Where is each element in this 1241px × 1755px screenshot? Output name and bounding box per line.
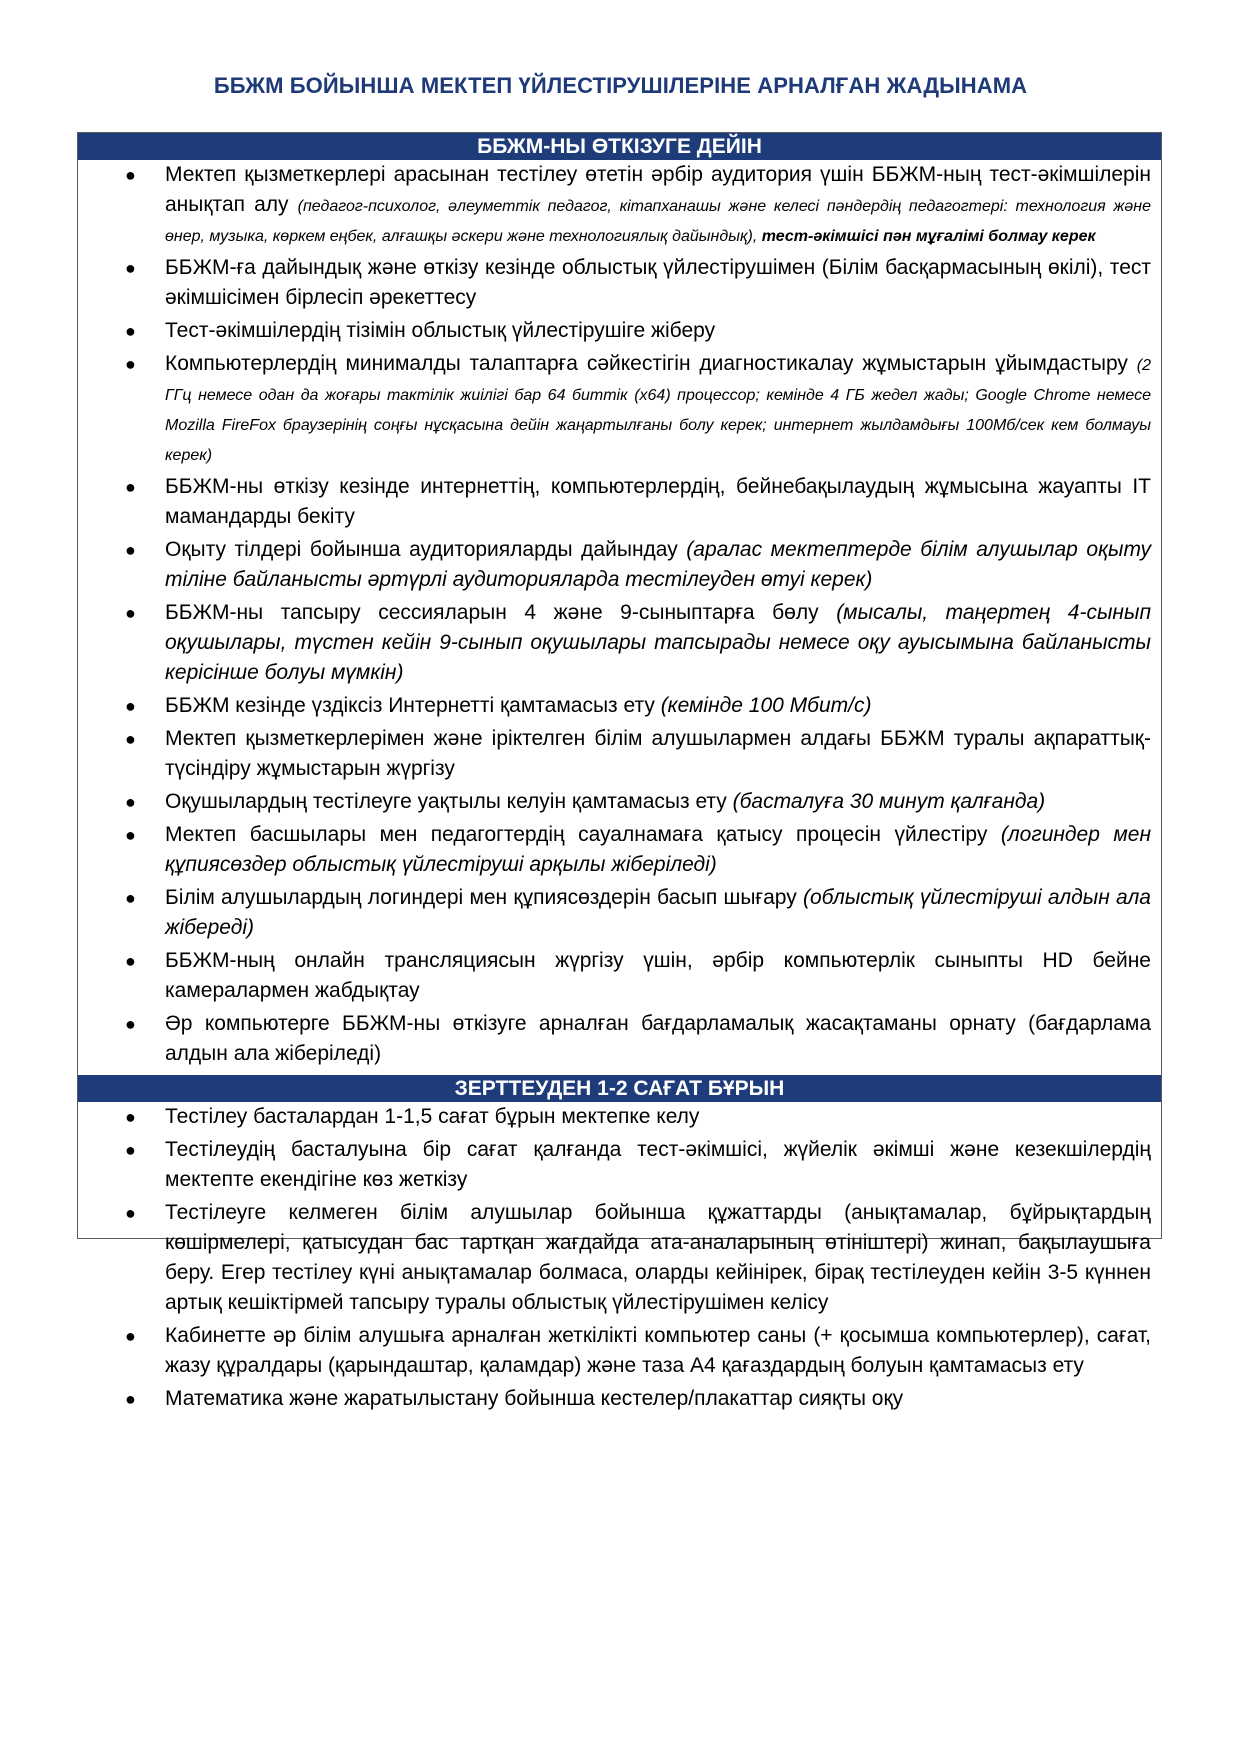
section-before-list <box>78 160 1161 1069</box>
list-item: ● ББЖМ-ны тапсыру сессияларын 4 және 9-сыныптарға бөлу (мысалы, таңертең 4-сынып оқушылары, түстен кейін 9-сынып оқушылары тапсырады немесе оқу ауысымына байланысты керісінше болуы мүмкін) <box>78 598 1161 688</box>
list-item: ● Тестілеудің басталуына бір сағат қалғанда тест-әкімшісі, жүйелік әкімші және кезекшілердің мектепте екендігіне көз жеткізу <box>78 1135 1161 1195</box>
list-item: ● ББЖМ кезінде үздіксіз Интернетті қамтамасыз ету (кемінде 100 Мбит/с) <box>78 691 1161 721</box>
list-item: ● Мектеп қызметкерлері арасынан тестілеу өтетін әрбір аудитория үшін ББЖМ-ның тест-әкімшілерін анықтап алу (педагог-психолог, әлеуметтік педагог, кітапханашы және келесі пәндердің педагогтері: технология және өнер, музыка, көркем еңбек, алғашқы әскери және технологиялық дайындық), тест-әкімшісі пән мұғалімі болмау керек <box>78 160 1161 250</box>
section-header-before: ББЖМ-НЫ ӨТКІЗУГЕ ДЕЙІН <box>78 133 1161 160</box>
list-item: ● ББЖМ-ға дайындық және өткізу кезінде облыстық үйлестірушімен (Білім басқармасының өкілі), тест әкімшісімен бірлесіп әрекеттесу <box>78 253 1161 313</box>
bullet-icon: ● <box>125 825 136 845</box>
bullet-icon: ● <box>125 1389 136 1409</box>
list-item: ● Кабинетте әр білім алушыға арналған жеткілікті компьютер саны (+ қосымша компьютерлер), сағат, жазу құралдары (қарындаштар, қаламдар) және таза А4 қағаздардың болуын қамтамасыз ету <box>78 1321 1161 1381</box>
bullet-icon: ● <box>125 792 136 812</box>
section-header-before-hours: ЗЕРТТЕУДЕН 1-2 САҒАТ БҰРЫН <box>78 1075 1161 1102</box>
bullet-icon: ● <box>125 1203 136 1223</box>
list-item: ● ББЖМ-ны өткізу кезінде интернеттің, компьютерлердің, бейнебақылаудың жұмысына жауапты IT мамандарды бекіту <box>78 472 1161 532</box>
memo-table <box>77 132 1162 1410</box>
list-item: ● Әр компьютерге ББЖМ-ны өткізуге арналған бағдарламалық жасақтаманы орнату (бағдарлама алдын ала жіберіледі) <box>78 1009 1161 1069</box>
list-item: ● Математика және жаратылыстану бойынша кестелер/плакаттар сияқты оқу <box>78 1384 1161 1414</box>
bullet-icon: ● <box>125 258 136 278</box>
list-item: ● ББЖМ-ның онлайн трансляциясын жүргізу үшін, әрбір компьютерлік сыныпты HD бейне камералармен жабдықтау <box>78 946 1161 1006</box>
bullet-icon: ● <box>125 477 136 497</box>
list-item: ● Тестілеуге келмеген білім алушылар бойынша құжаттарды (анықтамалар, бұйрықтардың көшірмелері, қатысудан бас тартқан жағдайда ата-аналарының өтініштері) жинап, бақылаушыға беру. Егер тестілеу күні анықтамалар болмаса, оларды кейінірек, бірақ тестілеуден кейін 3-5 күннен артық кешіктірмей тапсыру туралы облыстық үйлестірушімен келісу <box>78 1198 1161 1318</box>
list-item: ● Мектеп қызметкерлерімен және іріктелген білім алушылармен алдағы ББЖМ туралы ақпараттық-түсіндіру жұмыстарын жүргізу <box>78 724 1161 784</box>
list-item: ● Оқыту тілдері бойынша аудиторияларды дайындау (аралас мектептерде білім алушылар оқыту тіліне байланысты әртүрлі аудиторияларда тестілеуден өтуі керек) <box>78 535 1161 595</box>
list-item: ● Тест-әкімшілердің тізімін облыстық үйлестірушіге жіберу <box>78 316 1161 346</box>
bullet-icon: ● <box>125 1107 136 1127</box>
bullet-icon: ● <box>125 540 136 560</box>
bullet-icon: ● <box>125 1014 136 1034</box>
bullet-icon: ● <box>125 354 136 374</box>
list-item: ● Компьютерлердің минималды талаптарға сәйкестігін диагностикалау жұмыстарын ұйымдастыру (2 ГГц немесе одан да жоғары тактілік жиілігі бар 64 биттік (x64) процессор; кемінде 4 ГБ жедел жады; Google Chrome немесе Mozilla FireFox браузерінің соңғы нұсқасына дейін жаңартылғаны болу керек; интернет жылдамдығы 100Мб/сек кем болмауы керек) <box>78 349 1161 469</box>
list-item: ● Оқушылардың тестілеуге уақтылы келуін қамтамасыз ету (басталуға 30 минут қалғанда) <box>78 787 1161 817</box>
bullet-icon: ● <box>125 951 136 971</box>
list-item: ● Мектеп басшылары мен педагогтердің сауалнамаға қатысу процесін үйлестіру (логиндер мен құпиясөздер облыстық үйлестіруші арқылы жіберіледі) <box>78 820 1161 880</box>
bullet-icon: ● <box>125 888 136 908</box>
bullet-icon: ● <box>125 321 136 341</box>
section-hours-list <box>78 1102 1161 1414</box>
list-item: ● Білім алушылардың логиндері мен құпиясөздерін басып шығару (облыстық үйлестіруші алдын ала жібереді) <box>78 883 1161 943</box>
document-title: ББЖМ БОЙЫНША МЕКТЕП ҮЙЛЕСТІРУШІЛЕРІНЕ АРНАЛҒАН ЖАДЫНАМА <box>213 73 1028 98</box>
bullet-icon: ● <box>125 165 136 185</box>
bullet-icon: ● <box>125 696 136 716</box>
bullet-icon: ● <box>125 1140 136 1160</box>
bullet-icon: ● <box>125 1326 136 1346</box>
bullet-icon: ● <box>125 603 136 623</box>
bullet-icon: ● <box>125 729 136 749</box>
list-item: ● Тестілеу басталардан 1-1,5 сағат бұрын мектепке келу <box>78 1102 1161 1132</box>
